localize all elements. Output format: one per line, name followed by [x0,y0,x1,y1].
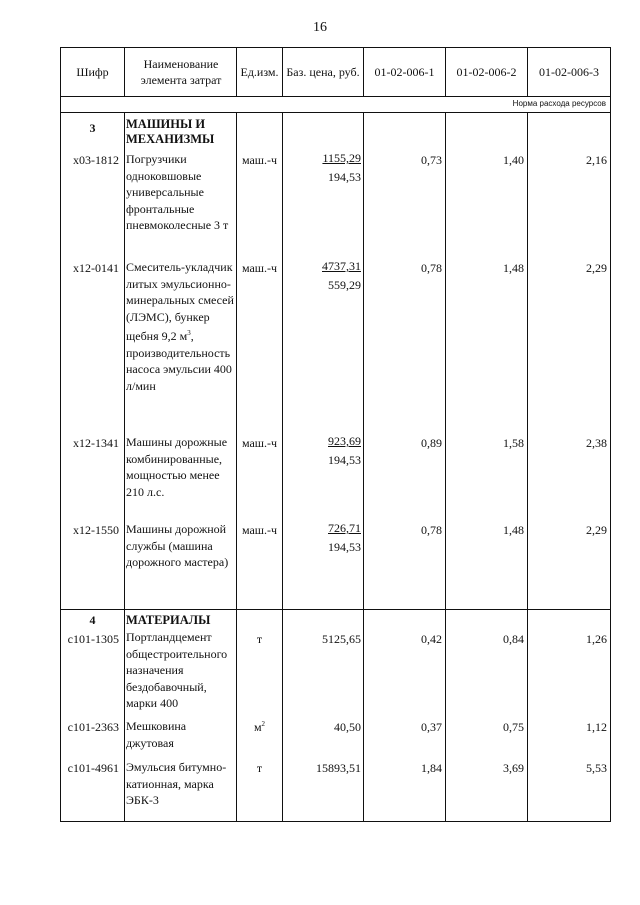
row-price: 15893,51 [316,761,361,775]
price-salary: 559,29 [328,278,361,292]
table-rule [282,112,283,822]
header-name: Наименование элемента затрат [140,56,222,87]
price-total: 923,69 [328,434,361,448]
row-code: х12-1341 [73,436,119,450]
header-col2: 01-02-006-2 [456,64,517,79]
table-rule [60,112,611,113]
table-rule [124,112,125,822]
row-name: Мешковина джутовая [126,719,187,750]
table-rule [236,112,237,822]
row-code: с101-1305 [67,632,119,646]
row-value-2: 1,40 [503,153,524,167]
table-rule [60,821,611,822]
table-rule [60,609,611,610]
row-name: Портландцемент общестроительного назначения бездобавочный, марки 400 [126,630,228,710]
row-price: 40,50 [334,720,361,734]
row-code: х03-1812 [73,153,119,167]
row-name: Эмульсия битумно-катионная, марка ЭБК-3 [126,760,227,807]
norm-label: Норма расхода ресурсов [512,99,606,108]
row-value-1: 0,78 [421,261,442,275]
row-name: Смеситель-укладчик литых эмульсионно-минеральных смесей (ЛЭМС), бункер щебня 9,2 $м^3$, производительность насоса эмульсии 400 л/мин [126,260,234,393]
row-value-1: 0,78 [421,523,442,537]
row-price [284,519,361,557]
row-unit: маш.-ч [241,153,278,167]
row-value-3: 5,53 [586,761,607,775]
row-price [284,257,361,295]
price-salary: 194,53 [328,540,361,554]
row-value-2: 1,48 [503,261,524,275]
row-name: Машины дорожные комбинированные, мощностью менее 210 л.с. [126,435,228,499]
row-unit: маш.-ч [241,261,278,275]
header-col1: 01-02-006-1 [374,64,435,79]
section-number: 3 [89,121,96,135]
row-unit: маш.-ч [241,523,278,537]
section-number: 4 [89,613,96,627]
row-value-3: 2,16 [586,153,607,167]
header-price: Баз. цена, руб. [286,64,360,79]
row-code: с101-4961 [67,761,119,775]
page-number: 16 [313,20,327,35]
section-title: МАШИНЫ И МЕХАНИЗМЫ [126,117,215,146]
header-col3: 01-02-006-3 [539,64,599,79]
row-value-3: 1,26 [586,632,607,646]
row-price [284,149,361,187]
table-rule [282,47,283,96]
header-unit: Ед.изм. [240,64,279,79]
row-price: 5125,65 [322,632,361,646]
row-value-3: 2,29 [586,523,607,537]
price-salary: 194,53 [328,170,361,184]
row-value-3: 2,29 [586,261,607,275]
row-value-2: 0,84 [503,632,524,646]
row-price [284,432,361,470]
section-title: МАТЕРИАЛЫ [126,613,211,627]
table-rule [527,112,528,822]
row-value-1: 0,42 [421,632,442,646]
table-rule [445,112,446,822]
price-total: 726,71 [328,521,361,535]
row-unit: т [256,761,263,775]
row-name: Машины дорожной службы (машина дорожного мастера) [126,522,229,569]
row-value-3: 2,38 [586,436,607,450]
header-code: Шифр [76,64,109,79]
row-unit: маш.-ч [241,436,278,450]
row-value-2: 1,48 [503,523,524,537]
row-value-1: 0,73 [421,153,442,167]
row-value-2: 1,58 [503,436,524,450]
row-value-3: 1,12 [586,720,607,734]
row-value-1: 0,37 [421,720,442,734]
row-code: с101-2363 [67,720,119,734]
row-code: х12-1550 [73,523,119,537]
row-code: х12-0141 [73,261,119,275]
resource-norms-table [60,47,611,822]
row-value-1: 1,84 [421,761,442,775]
price-total: 4737,31 [322,259,361,273]
row-unit: $м^2$ [253,720,266,734]
row-unit: т [256,632,263,646]
price-total: 1155,29 [322,151,361,165]
table-rule [363,112,364,822]
table-rule [610,47,611,822]
row-value-1: 0,89 [421,436,442,450]
table-rule [124,47,125,96]
row-value-2: 0,75 [503,720,524,734]
row-name: Погрузчики одноковшовые универсальные фронтальные пневмоколесные 3 т [126,152,229,232]
price-salary: 194,53 [328,453,361,467]
row-value-2: 3,69 [503,761,524,775]
